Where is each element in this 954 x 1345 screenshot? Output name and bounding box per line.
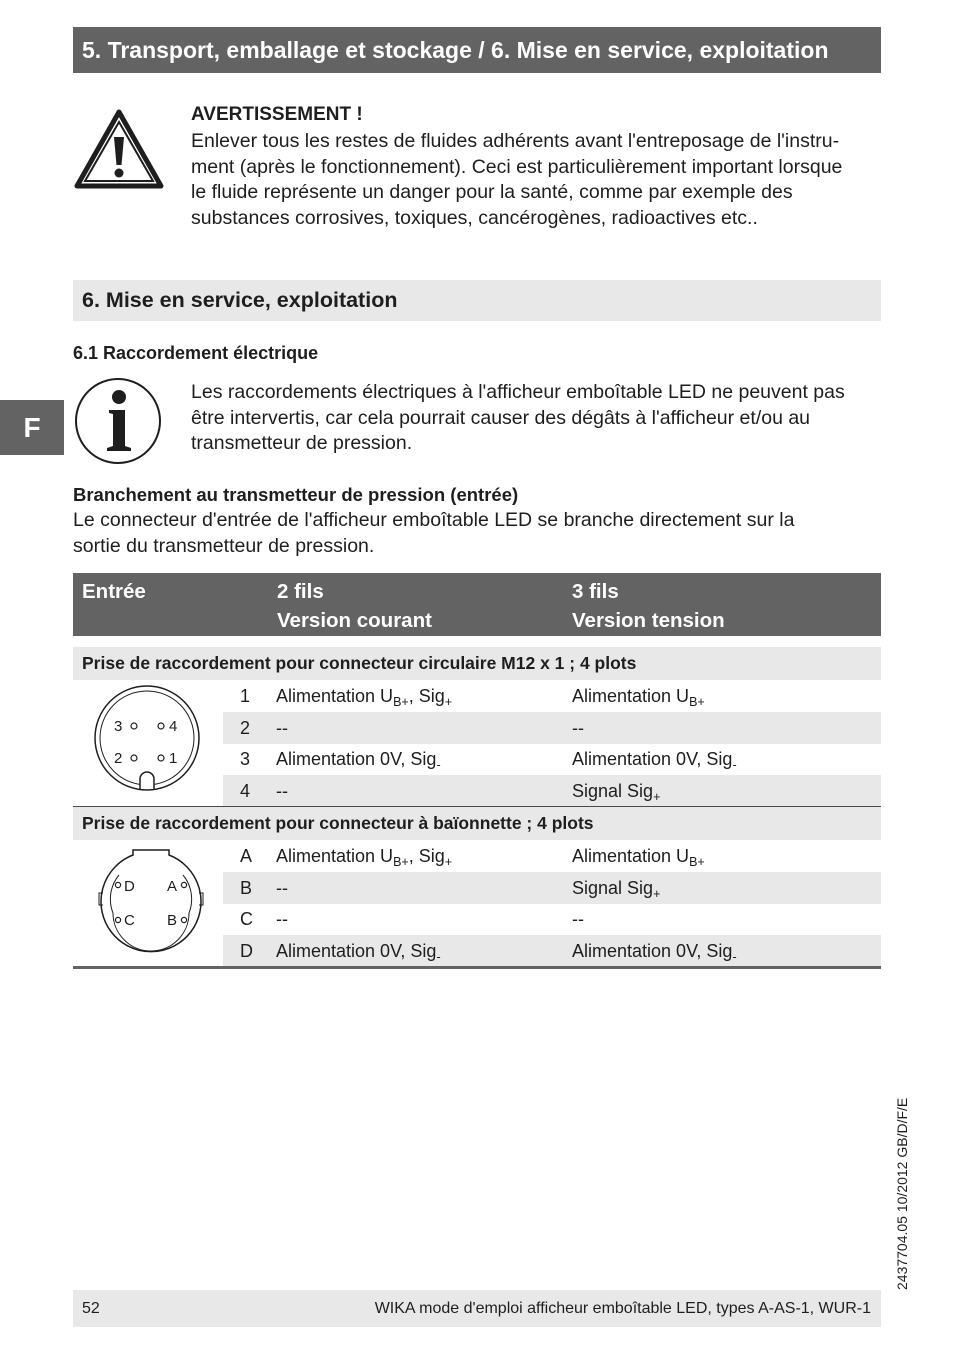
branchement-title: Branchement au transmetteur de pression (entrée) (73, 484, 519, 505)
subsection-title: 6.1 Raccordement électrique (73, 343, 319, 363)
m12-label-3: 3 (114, 718, 123, 735)
bayonet-label-a: A (167, 878, 178, 895)
group-m12-title: Prise de raccordement pour connecteur circulaire M12 x 1 ; 4 plots (73, 647, 881, 680)
page-number: 52 (82, 1300, 100, 1317)
table-bottom-rule (73, 966, 881, 969)
table-row: 2 -- -- (223, 712, 881, 744)
m12-label-1: 1 (169, 750, 178, 767)
header-entree: Entrée (82, 580, 146, 603)
info-text: Les raccordements électriques à l'afficheur emboîtable LED ne peuvent pas être intervertis, car cela pourrait causer des dégâts à l'afficheur et/ou au transmetteur de pression. (191, 381, 845, 455)
footer-text: WIKA mode d'emploi afficheur emboîtable LED, types A-AS-1, WUR-1 (374, 1300, 871, 1317)
info-icon (73, 376, 163, 466)
warning-text: Enlever tous les restes de fluides adhérents avant l'entreposage de l'instru- ment (après le fonctionnement). Ceci est particulièrement important lorsque le fluide représente un danger pour la santé, comme par exemple des substances corrosives, toxiques, cancérogènes, radioactives etc.. (191, 130, 843, 229)
bayonet-connector-diagram (93, 845, 209, 959)
branchement-text: Le connecteur d'entrée de l'afficheur emboîtable LED se branche directement sur la sortie du transmetteur de pression. (73, 509, 795, 557)
language-tab: F (0, 400, 64, 455)
bayonet-label-d: D (124, 878, 135, 895)
warning-title: AVERTISSEMENT ! (191, 104, 363, 125)
bayonet-label-c: C (124, 912, 135, 929)
table-row: C -- -- (240, 909, 584, 929)
table-row: 1 Alimentation $U_{B+}$, Sig$_+$ Alimentation $U_{B+}$ (240, 686, 705, 709)
warning-triangle-icon (74, 109, 164, 189)
chapter-header: 5. Transport, emballage et stockage / 6. Mise en service, exploitation (73, 27, 881, 73)
table-row: A Alimentation $U_{B+}$, Sig$_+$ Alimentation $U_{B+}$ (240, 846, 705, 869)
header-three-wire: 3 fils Version tension (572, 580, 725, 632)
table-row: 4 -- Signal Sig$_+$ (223, 775, 881, 807)
table-row: B -- Signal Sig$_+$ (223, 872, 881, 904)
m12-label-2: 2 (114, 750, 123, 767)
bayonet-label-b: B (167, 912, 178, 929)
table-row: 3 Alimentation 0V, Sig$_-$ Alimentation 0V, Sig$_-$ (240, 749, 737, 772)
m12-label-4: 4 (169, 718, 178, 735)
table-row: D Alimentation 0V, Sig$_-$ Alimentation 0V, Sig$_-$ (223, 935, 881, 967)
table-header (73, 573, 881, 636)
m12-connector-diagram (89, 685, 205, 795)
group-bayonet-title: Prise de raccordement pour connecteur à baïonnette ; 4 plots (73, 807, 881, 840)
page-footer (73, 1290, 881, 1327)
header-two-wire: 2 fils Version courant (277, 580, 432, 632)
section-title: 6. Mise en service, exploitation (73, 280, 881, 321)
document-code: 2437704.05 10/2012 GB/D/F/E (894, 1097, 910, 1290)
